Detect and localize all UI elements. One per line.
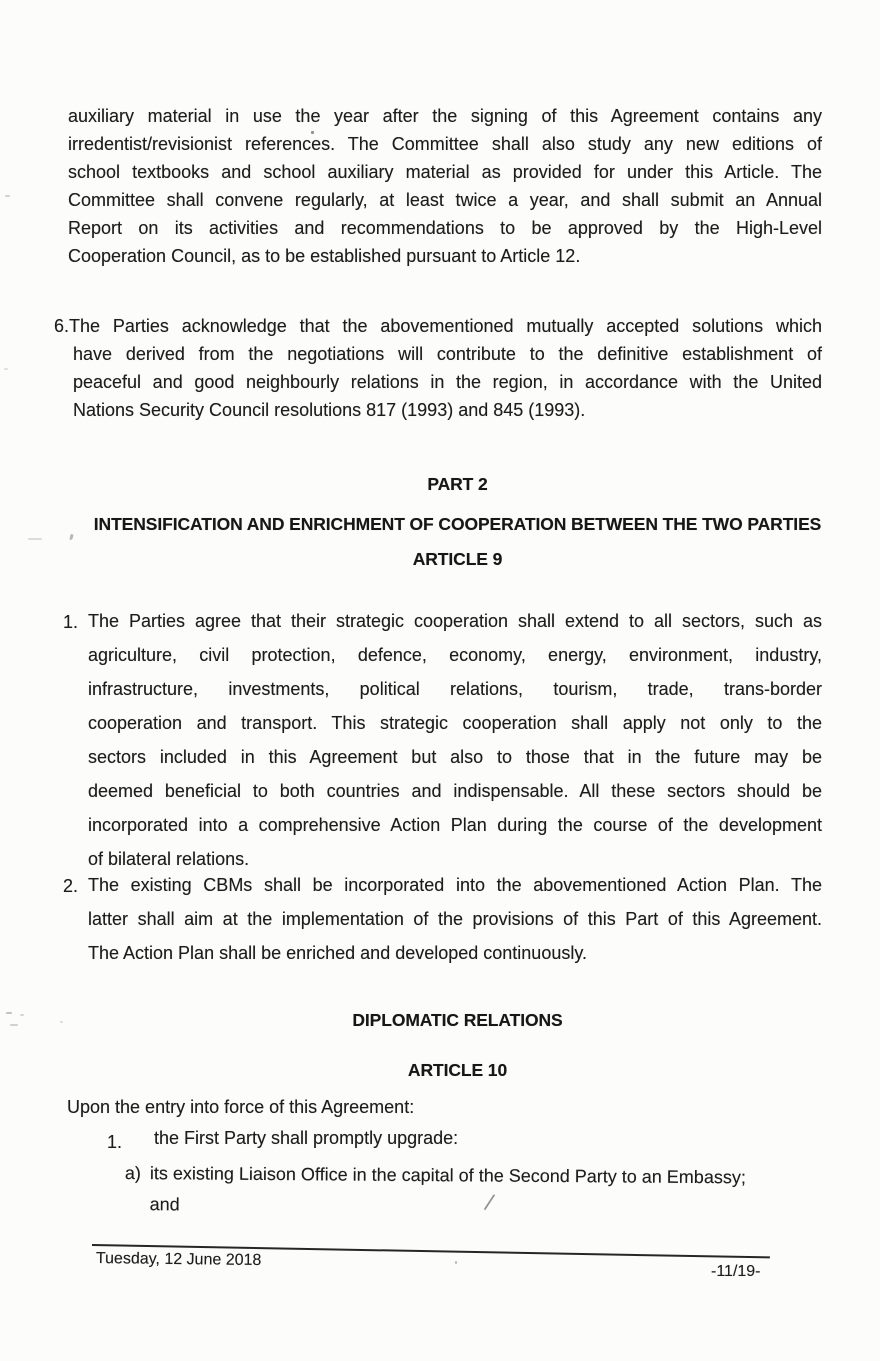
article-10-heading: ARTICLE 10 [407,1060,508,1080]
stray-slash-mark: / [484,1189,494,1216]
diplomatic-relations-heading: DIPLOMATIC RELATIONS [352,1010,563,1030]
section-title-heading: INTENSIFICATION AND ENRICHMENT OF COOPERATION BETWEEN THE TWO PARTIES [93,514,822,534]
scan-artifact [69,534,73,540]
article-10-item-1-text: the First Party shall promptly upgrade: [154,1128,459,1148]
paragraph-committee-continuation: auxiliary material in use the year after the signing of this Agreement contains any irredentist/revisionist references. The Committee shall also study any new editions of school textbooks and school auxiliary material as provided for under this Article. The Committee shall convene regularly, at least twice a year, and shall submit an Annual Report on its activities and recommendations to be approved by the High-Level Cooperation Council, as to be established pursuant to Article 12. [68,106,822,266]
scan-artifact [4,368,8,370]
article-9-item-1-text: The Parties agree that their strategic cooperation shall extend to all sectors, such as agriculture, civil protection, defence, economy, energy, environment, industry, infrastructure, investments, political relations, tourism, trade, trans-border cooperation and transport. This strategic cooperation shall apply not only to the sectors included in this Agreement but also to those that in the future may be deemed beneficial to both countries and indispensable. All these sectors should be incorporated into a comprehensive Action Plan during the course of the development of bilateral relations. [88,611,822,869]
footer-date: Tuesday, 12 June 2018 [95,1250,262,1270]
article-10-item-1a-text: its existing Liaison Office in the capital of the Second Party to an Embassy; and [149,1163,746,1215]
scan-artifact [6,1012,12,1014]
scan-artifact [10,1024,18,1026]
article-10-item-1a-letter: a) [124,1162,141,1184]
scan-artifact [5,195,10,197]
article-10-intro-line: Upon the entry into force of this Agreement: [67,1097,415,1117]
article-9-heading: ARTICLE 9 [412,549,503,569]
footer-page-number: -11/19- [711,1263,761,1280]
article-10-item-1a [125,1158,835,1225]
scan-artifact [20,1014,24,1016]
scan-artifact [311,131,314,134]
part-2-heading: PART 2 [427,474,488,494]
article-10-item-1-number: 1. [107,1132,123,1152]
scan-artifact [28,538,42,540]
article-9-item-1-number: 1. [63,612,79,632]
article-9-item-2-number: 2. [63,876,79,896]
scan-artifact [455,1261,457,1264]
article-9-item-2-text: The existing CBMs shall be incorporated into the abovementioned Action Plan. The latter shall aim at the implementation of the provisions of this Part of this Agreement. The Action Plan shall be enriched and developed continuously. [88,875,822,963]
scan-artifact [60,1021,63,1023]
clause-6-paragraph: 6.The Parties acknowledge that the abovementioned mutually accepted solutions which have derived from the negotiations will contribute to the definitive establishment of peaceful and good neighbourly relations in the region, in accordance with the United Nations Security Council resolutions 817 (1993) and 845 (1993). [54,316,822,420]
